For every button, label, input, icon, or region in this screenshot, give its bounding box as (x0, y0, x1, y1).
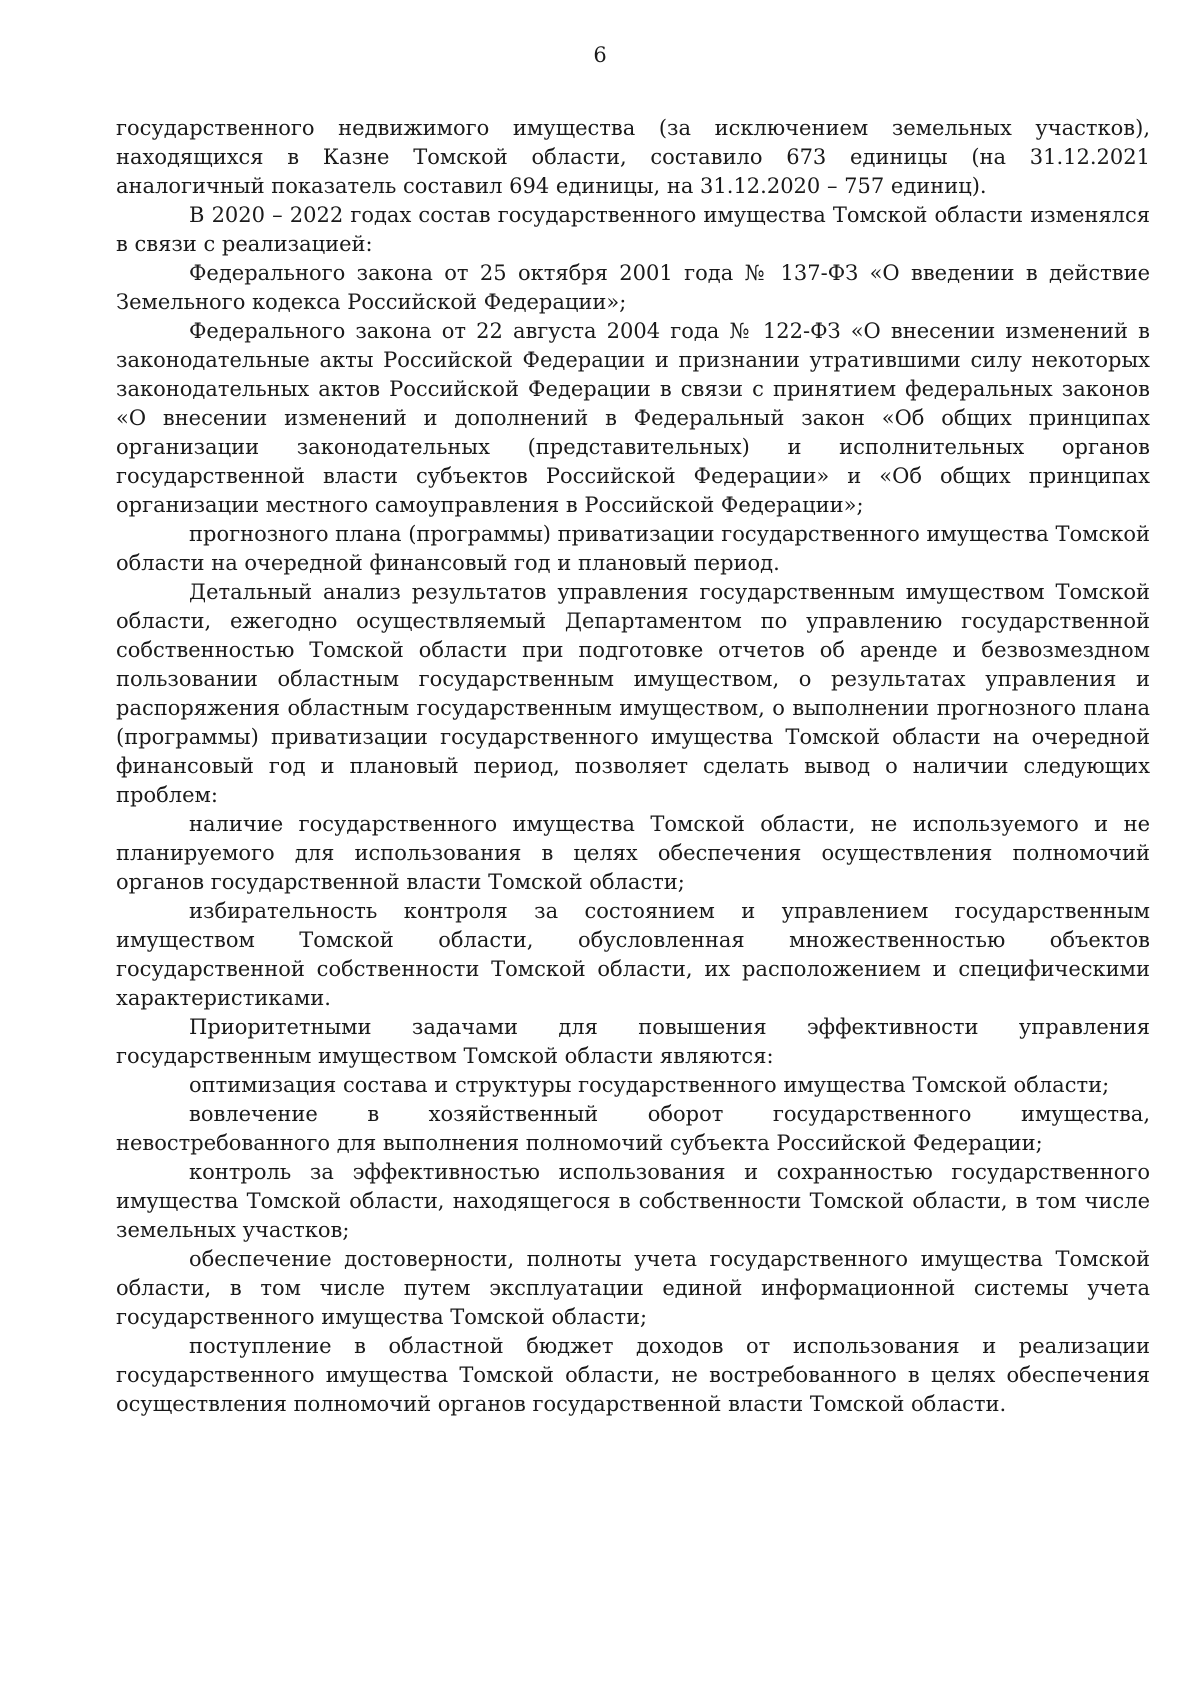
paragraph-problem-unused-property: наличие государственного имущества Томской области, не используемого и не планируемого для использования в целях обеспечения осуществления полномочий органов государственной власти Томской области; (116, 812, 1150, 894)
paragraph-task-revenue: поступление в областной бюджет доходов от использования и реализации государственного имущества Томской области, не востребованного в целях обеспечения осуществления полномочий органов государственной власти Томской области. (116, 1334, 1150, 1416)
paragraph-continuation: государственного недвижимого имущества (за исключением земельных участков), находящихся в Казне Томской области, составило 673 единицы (на 31.12.2021 аналогичный показатель составил 694 единицы, на 31.12.2020 – 757 единиц). (116, 116, 1150, 198)
paragraph-task-involvement: вовлечение в хозяйственный оборот государственного имущества, невостребованного для выполнения полномочий субъекта Российской Федерации; (116, 1102, 1150, 1155)
paragraph-analysis: Детальный анализ результатов управления государственным имуществом Томской области, ежегодно осуществляемый Департаментом по управлению государственной собственностью Томской области при подготовке отчетов об аренде и безвозмездном пользовании областным государственным имуществом, о результатах управления и распоряжения областным государственным имуществом, о выполнении прогнозного плана (программы) приватизации государственного имущества Томской области на очередной финансовый год и плановый период, позволяет сделать вывод о наличии следующих проблем: (116, 580, 1150, 807)
paragraph-task-control: контроль за эффективностью использования и сохранностью государственного имущества Томской области, находящегося в собственности Томской области, в том числе земельных участков; (116, 1160, 1150, 1242)
page-number: 6 (593, 43, 607, 67)
paragraph-priority-tasks: Приоритетными задачами для повышения эффективности управления государственным имуществом Томской области являются: (116, 1015, 1150, 1068)
paragraph-problem-selective-control: избирательность контроля за состоянием и управлением государственным имуществом Томской области, обусловленная множественностью объектов государственной собственности Томской области, их расположением и специфическими характеристиками. (116, 899, 1150, 1010)
paragraph-law-137fz: Федерального закона от 25 октября 2001 года № 137-ФЗ «О введении в действие Земельного кодекса Российской Федерации»; (116, 261, 1150, 314)
document-body (116, 114, 1150, 1419)
paragraph-task-accounting: обеспечение достоверности, полноты учета государственного имущества Томской области, в том числе путем эксплуатации единой информационной системы учета государственного имущества Томской области; (116, 1247, 1150, 1329)
paragraph-law-122fz: Федерального закона от 22 августа 2004 года № 122-ФЗ «О внесении изменений в законодательные акты Российской Федерации и признании утратившими силу некоторых законодательных актов Российской Федерации в связи с принятием федеральных законов «О внесении изменений и дополнений в Федеральный закон «Об общих принципах организации законодательных (представительных) и исполнительных органов государственной власти субъектов Российской Федерации» и «Об общих принципах организации местного самоуправления в Российской Федерации»; (116, 319, 1150, 517)
paragraph-task-optimization: оптимизация состава и структуры государственного имущества Томской области; (189, 1073, 1110, 1097)
paragraph-composition-changes: В 2020 – 2022 годах состав государственного имущества Томской области изменялся в связи с реализацией: (116, 203, 1150, 256)
paragraph-privatization-plan: прогнозного плана (программы) приватизации государственного имущества Томской области на очередной финансовый год и плановый период. (116, 522, 1151, 575)
